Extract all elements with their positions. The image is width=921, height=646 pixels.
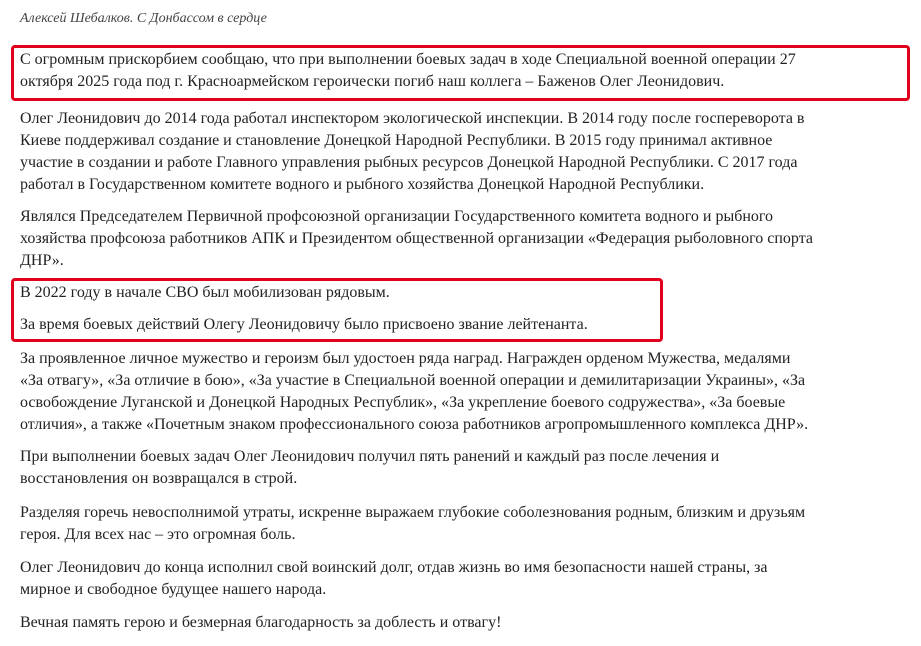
- paragraph-line: Олег Леонидович до 2014 года работал инспектором экологической инспекции. В 2014 году после госпереворота в: [20, 110, 805, 127]
- paragraph-mobilization: [20, 282, 905, 304]
- paragraph-rank: [20, 314, 905, 336]
- paragraph-awards: [20, 348, 905, 436]
- paragraph-death-notice: [20, 49, 905, 93]
- paragraph-line: За проявленное личное мужество и героизм был удостоен ряда наград. Награжден орденом Мужества, медалями: [20, 350, 791, 367]
- paragraph-line: мирное и свободное будущее нашего народа.: [20, 581, 327, 598]
- paragraph-line: хозяйства профсоюза работников АПК и Президентом общественной организации «Федерация рыболовного спорта: [20, 230, 813, 247]
- paragraph-line: участие в создании и работе Главного управления рыбных ресурсов Донецкой Народной Республики. С 2017 года: [20, 154, 798, 171]
- paragraph-line: Являлся Председателем Первичной профсоюзной организации Государственного комитета водного и рыбного: [20, 208, 774, 225]
- article-byline: Алексей Шебалков. С Донбассом в сердце: [20, 11, 267, 26]
- paragraph-line: Вечная память герою и безмерная благодарность за доблесть и отвагу!: [20, 614, 502, 631]
- paragraph-line: «За отвагу», «За отличие в бою», «За участие в Специальной военной операции и демилитаризации Украины», «За: [20, 372, 806, 389]
- paragraph-line: работал в Государственном комитете водного и рыбного хозяйства Донецкой Народной Республики.: [20, 176, 705, 193]
- paragraph-line: При выполнении боевых задач Олег Леонидович получил пять ранений и каждый раз после лечения и: [20, 448, 720, 465]
- paragraph-eternal-memory: [20, 612, 905, 634]
- paragraph-line: За время боевых действий Олегу Леонидовичу было присвоено звание лейтенанта.: [20, 316, 588, 333]
- paragraph-line: ДНР».: [20, 252, 64, 269]
- paragraph-line: героя. Для всех нас – это огромная боль.: [20, 526, 296, 543]
- paragraph-line: восстановления он возвращался в строй.: [20, 470, 298, 487]
- paragraph-line: Олег Леонидович до конца исполнил свой воинский долг, отдав жизнь во имя безопасности нашей страны, за: [20, 559, 768, 576]
- paragraph-line: отличия», а также «Почетным знаком профессионального союза работников агропромышленного комплекса ДНР».: [20, 416, 809, 433]
- paragraph-line: С огромным прискорбием сообщаю, что при выполнении боевых задач в ходе Специальной военной операции 27: [20, 51, 796, 68]
- paragraph-line: освобождение Луганской и Донецкой Народных Республик», «За укрепление боевого содружества», «За боевые: [20, 394, 786, 411]
- paragraph-wounds: [20, 446, 905, 490]
- paragraph-line: октября 2025 года под г. Красноармейском героически погиб наш коллега – Баженов Олег Леонидович.: [20, 73, 725, 90]
- paragraph-line: В 2022 году в начале СВО был мобилизован рядовым.: [20, 284, 390, 301]
- paragraph-union-role: [20, 206, 905, 272]
- paragraph-duty: [20, 557, 905, 601]
- paragraph-line: Разделяя горечь невосполнимой утраты, искренне выражаем глубокие соболезнования родным, близким и друзьям: [20, 504, 806, 521]
- paragraph-line: Киеве поддерживал создание и становление Донецкой Народной Республики. В 2015 году принимал активное: [20, 132, 773, 149]
- paragraph-condolences: [20, 502, 905, 546]
- paragraph-biography: [20, 108, 905, 196]
